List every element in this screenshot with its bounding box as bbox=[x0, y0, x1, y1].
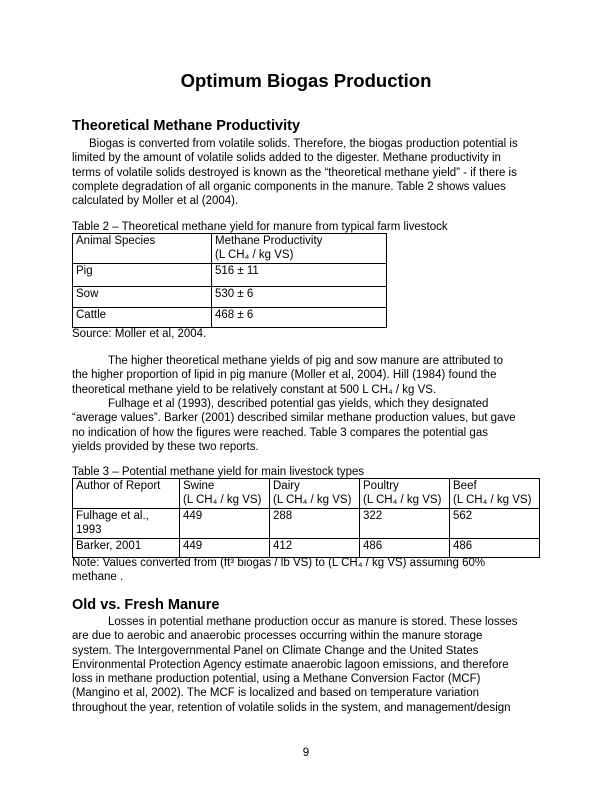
table-cell bbox=[73, 509, 180, 539]
text-line: are due to aerobic and anaerobic processes occurring within the manure storage bbox=[72, 630, 483, 643]
text-line: theoretical methane yield to be relatively constant at 500 L CH₄ / kg VS. bbox=[72, 383, 437, 396]
text-line: terms of volatile solids destroyed is known as the “theoretical methane yield” - if there is bbox=[72, 166, 517, 179]
paragraph-losses bbox=[72, 615, 548, 715]
note-line: Note: Values converted from (ft³ biogas / lb VS) to (L CH₄ / kg VS) assuming 60% bbox=[72, 557, 486, 569]
header-unit: (L CH₄ / kg VS) bbox=[215, 248, 294, 261]
table2 bbox=[72, 233, 387, 328]
text-line: (Mangino et al, 2002). The MCF is localized and based on temperature variation bbox=[72, 687, 479, 700]
text-line: limited by the amount of volatile solids added to the digester. Methane productivity in bbox=[72, 152, 501, 165]
table-cell: Barker, 2001 bbox=[73, 539, 180, 558]
header-label: Swine bbox=[183, 480, 215, 492]
header-label: Dairy bbox=[273, 480, 300, 492]
table3 bbox=[72, 478, 540, 558]
table-cell: 486 bbox=[450, 539, 540, 558]
table-header-cell bbox=[450, 479, 540, 509]
table-cell: 486 bbox=[360, 539, 450, 558]
table3-caption: Table 3 – Potential methane yield for main livestock types bbox=[72, 466, 365, 478]
paragraph-intro bbox=[72, 137, 548, 208]
table-cell: 449 bbox=[180, 509, 270, 539]
table-row bbox=[73, 539, 540, 558]
paragraph-fulhage bbox=[72, 397, 548, 454]
table-cell: Cattle bbox=[73, 308, 212, 328]
text-line: Fulhage et al (1993), described potential gas yields, which they designated bbox=[108, 398, 489, 410]
page-number: 9 bbox=[302, 747, 310, 759]
table-header-cell: Animal Species bbox=[73, 234, 212, 264]
table-cell: 562 bbox=[450, 509, 540, 539]
table-row bbox=[73, 264, 387, 287]
page-title: Optimum Biogas Production bbox=[180, 70, 432, 91]
author-line: Fulhage et al., bbox=[76, 510, 149, 522]
table-cell: 412 bbox=[270, 539, 360, 558]
text-line: Losses in potential methane production occur as manure is stored. These losses bbox=[108, 616, 518, 628]
author-line: 1993 bbox=[76, 523, 102, 536]
text-line: the higher proportion of lipid in pig manure (Moller et al, 2004). Hill (1984) found the bbox=[72, 369, 497, 382]
table-cell: 322 bbox=[360, 509, 450, 539]
header-label: Poultry bbox=[363, 480, 399, 492]
text-line: throughout the year, retention of volatile solids in the system, and management/design bbox=[72, 701, 511, 714]
text-line: Environmental Protection Agency estimate anaerobic lagoon emissions, and therefore bbox=[72, 658, 509, 671]
text-line: complete degradation of all organic components in the manure. Table 2 shows values bbox=[72, 180, 506, 193]
table-cell: Pig bbox=[73, 264, 212, 287]
table-header-cell bbox=[360, 479, 450, 509]
section-heading-theoretical: Theoretical Methane Productivity bbox=[72, 118, 301, 134]
table-header-cell bbox=[180, 479, 270, 509]
table3-note bbox=[72, 556, 485, 584]
text-line: Biogas is converted from volatile solids. Therefore, the biogas production potential is bbox=[89, 138, 518, 150]
header-label: Beef bbox=[453, 480, 477, 492]
table-cell: Sow bbox=[73, 287, 212, 308]
header-unit: (L CH₄ / kg VS) bbox=[273, 493, 352, 506]
table-header-row bbox=[73, 234, 387, 264]
header-unit: (L CH₄ / kg VS) bbox=[453, 493, 532, 506]
text-line: The higher theoretical methane yields of pig and sow manure are attributed to bbox=[108, 355, 504, 367]
text-line: loss in methane production potential, using a Methane Conversion Factor (MCF) bbox=[72, 673, 481, 686]
table-cell: 449 bbox=[180, 539, 270, 558]
table-cell: 516 ± 11 bbox=[212, 264, 387, 287]
section-heading-old-vs-fresh: Old vs. Fresh Manure bbox=[72, 597, 220, 613]
table2-caption: Table 2 – Theoretical methane yield for manure from typical farm livestock bbox=[72, 221, 448, 233]
table-cell: 468 ± 6 bbox=[212, 308, 387, 328]
table-row bbox=[73, 308, 387, 328]
table-header-cell bbox=[212, 234, 387, 264]
table-header-cell bbox=[270, 479, 360, 509]
text-line: no indication of how the figures were reached. Table 3 compares the potential gas bbox=[72, 426, 488, 439]
header-unit: (L CH₄ / kg VS) bbox=[183, 493, 262, 506]
text-line: “average values”. Barker (2001) described similar methane production values, but gave bbox=[72, 412, 516, 425]
text-line: yields provided by these two reports. bbox=[72, 440, 259, 453]
table2-source: Source: Moller et al, 2004. bbox=[72, 328, 207, 340]
table-cell: 288 bbox=[270, 509, 360, 539]
text-line: system. The Intergovernmental Panel on Climate Change and the United States bbox=[72, 644, 479, 657]
paragraph-lipid bbox=[72, 354, 548, 397]
note-line: methane . bbox=[72, 571, 124, 583]
table-cell: 530 ± 6 bbox=[212, 287, 387, 308]
table-header-cell: Author of Report bbox=[73, 479, 180, 509]
table-row bbox=[73, 509, 540, 539]
header-unit: (L CH₄ / kg VS) bbox=[363, 493, 442, 506]
header-line: Methane Productivity bbox=[215, 235, 323, 247]
table-header-row bbox=[73, 479, 540, 509]
table-row bbox=[73, 287, 387, 308]
text-line: calculated by Moller et al (2004). bbox=[72, 195, 239, 208]
